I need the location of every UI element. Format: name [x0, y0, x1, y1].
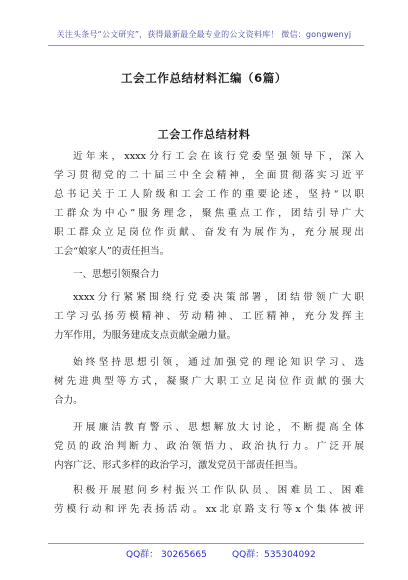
body-line: 劳模行动和评先表扬活动。xx北京路支行等x个集体被评 [54, 504, 364, 515]
section-heading: 一、思想引领聚合力 [73, 269, 160, 280]
body-line: 积极开展慰问乡村振兴工作队队员、困难员工、困难 [73, 485, 364, 496]
body-line: xxxx分行紧紧围绕行党委决策部署，团结带领广大职 [73, 292, 364, 303]
section-title: 工会工作总结材料 [157, 128, 251, 141]
body-line: 总书记关于工人阶级和工会工作的重要论述，坚持“以职 [54, 189, 364, 200]
page-footer [0, 543, 408, 563]
body-line: 党员的政治判断力、政治领悟力、政治执行力。广泛开展 [54, 441, 364, 452]
body-line: 职工群众立足岗位作贡献、奋发有为展作为，充分展现出 [54, 227, 364, 238]
footer-divider [48, 543, 364, 544]
page-header [0, 0, 408, 60]
header-divider [48, 45, 364, 46]
document-title: 工会工作总结材料汇编（6篇） [121, 71, 287, 85]
body-line: 工学习弘扬劳模精神、劳动精神、工匠精神，充分发挥主 [54, 311, 364, 322]
body-line: 工会“娘家人”的责任担当。 [54, 246, 170, 257]
body-line: 学习贯彻党的二十届三中全会精神，全面贯彻落实习近平 [54, 170, 364, 181]
body-line: 力军作用，为服务建成支点贡献金融力量。 [54, 330, 237, 341]
footer-qq-group-2: QQ群：535304092 [232, 550, 316, 560]
body-line: 内容广泛、形式多样的政治学习，激发党员干部责任担当。 [54, 460, 304, 471]
body-line: 合力。 [54, 395, 83, 406]
header-promo-text: 关注头条号“公文研究”，获得最新最全最专业的公文资料库！ 微信：gongwenyj [56, 30, 352, 39]
body-line: 树先进典型等方式，凝聚广大职工立足岗位作贡献的强大 [54, 376, 364, 387]
body-line: 开展廉洁教育警示、思想解放大讨论，不断提高全体 [73, 422, 364, 433]
footer-qq-group-1: QQ群： 30265665 [126, 550, 207, 560]
body-line: 始终坚持思想引领，通过加强党的理论知识学习、选 [73, 357, 364, 368]
body-line: 工群众为中心”服务理念，聚焦重点工作，团结引导广大 [54, 208, 364, 219]
body-line: 近年来，xxxx分行工会在该行党委坚强领导下，深入 [73, 151, 364, 162]
